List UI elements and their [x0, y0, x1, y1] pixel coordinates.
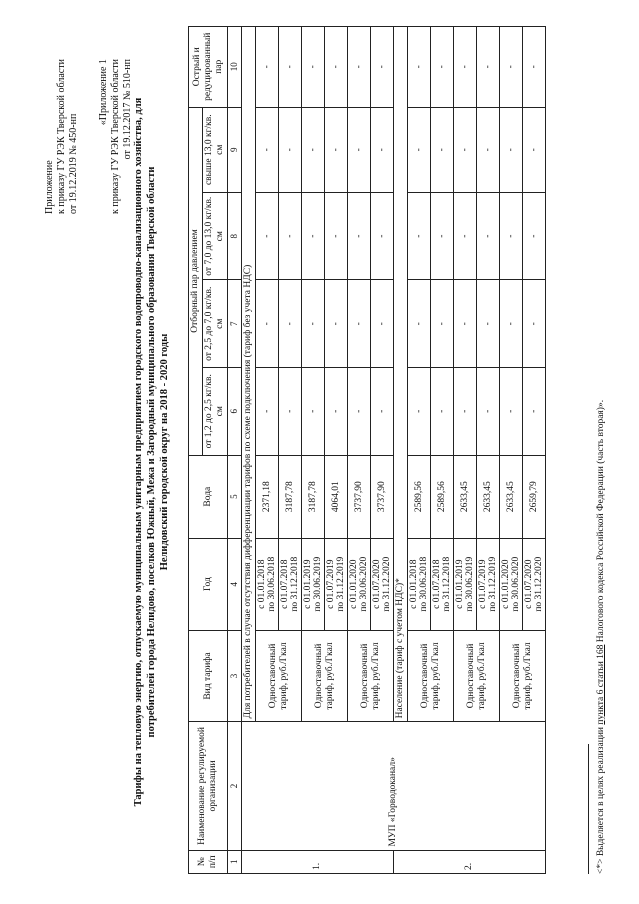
annex-line: к приказу ГУ РЭК Тверской области	[110, 59, 121, 214]
col-number: 1	[228, 850, 242, 873]
steam-value: -	[500, 367, 523, 455]
period-from: с 01.07.2019	[478, 559, 488, 609]
steam-value: -	[371, 107, 394, 192]
water-value: 2589,56	[408, 455, 431, 538]
steam-value: -	[477, 107, 500, 192]
period-from: с 01.07.2020	[372, 559, 382, 609]
title-line: Нелидовский городской округ на 2018 - 2020 годы	[159, 333, 170, 571]
annex-header	[98, 59, 134, 214]
steam-value: -	[325, 192, 348, 280]
period-from: с 01.01.2020	[501, 559, 511, 609]
steam-value: -	[371, 27, 394, 108]
steam-value: -	[325, 27, 348, 108]
organization-name: МУП «Горводоканал»	[242, 722, 546, 850]
steam-value: -	[408, 27, 431, 108]
steam-value: -	[408, 192, 431, 280]
period-to: по 31.12.2018	[290, 556, 300, 612]
steam-value: -	[371, 367, 394, 455]
period-from: с 01.07.2018	[280, 559, 290, 609]
footnote-law-reference: пункта 6 статьи 168	[596, 644, 606, 725]
footnote-text: Налогового кодекса Российской Федерации (часть вторая)».	[596, 399, 606, 645]
appendix-line: от 19.12.2019 № 450-нп	[68, 113, 79, 214]
col-number: 10	[228, 27, 242, 108]
water-value: 2633,45	[454, 455, 477, 538]
tariff-kind: Одноставочный тариф, руб./Гкал	[500, 630, 546, 722]
footnote-rule	[588, 744, 589, 874]
steam-value: -	[371, 280, 394, 368]
steam-value: -	[279, 280, 302, 368]
water-value: 3737,90	[371, 455, 394, 538]
col-water-header: Вода	[189, 455, 228, 538]
steam-value: -	[408, 367, 431, 455]
steam-value: -	[348, 367, 371, 455]
steam-value: -	[431, 107, 454, 192]
steam-value: -	[454, 27, 477, 108]
tariff-kind: Одноставочный тариф, руб./Гкал	[408, 630, 454, 722]
steam-value: -	[454, 107, 477, 192]
period-cell	[408, 538, 431, 630]
section-row	[242, 27, 256, 874]
period-cell	[523, 538, 546, 630]
period-cell	[256, 538, 279, 630]
steam-value: -	[325, 367, 348, 455]
steam-value: -	[302, 107, 325, 192]
period-cell	[500, 538, 523, 630]
steam-value: -	[500, 107, 523, 192]
col-kind-header: Вид тарифа	[189, 630, 228, 722]
annex-line: от 19.12.2017 № 510-нп	[122, 59, 133, 160]
water-value: 3187,78	[302, 455, 325, 538]
steam-value: -	[431, 280, 454, 368]
steam-value: -	[371, 192, 394, 280]
col-number: 4	[228, 538, 242, 630]
period-cell	[454, 538, 477, 630]
steam-value: -	[431, 367, 454, 455]
period-to: по 31.12.2019	[336, 556, 346, 612]
tariff-kind: Одноставочный тариф, руб./Гкал	[302, 630, 348, 722]
steam-value: -	[408, 280, 431, 368]
col-number: 2	[228, 722, 242, 850]
steam-value: -	[279, 192, 302, 280]
steam-value: -	[256, 107, 279, 192]
period-from: с 01.07.2019	[326, 559, 336, 609]
steam-value: -	[348, 107, 371, 192]
water-value: 2633,45	[477, 455, 500, 538]
col-num-header: № п/п	[189, 850, 228, 873]
period-to: по 31.12.2018	[442, 556, 452, 612]
period-cell	[302, 538, 325, 630]
col-p2-header: от 2,5 до 7,0 кг/кв. см	[203, 280, 228, 368]
steam-value: -	[302, 27, 325, 108]
water-value: 2659,79	[523, 455, 546, 538]
col-p4-header: свыше 13,0 кг/кв. см	[203, 107, 228, 192]
col-org-header: Наименование регулируемой организации	[189, 722, 228, 850]
steam-value: -	[302, 192, 325, 280]
steam-value: -	[477, 27, 500, 108]
table-body	[242, 27, 546, 874]
steam-value: -	[500, 192, 523, 280]
period-cell	[325, 538, 348, 630]
annex-line: «Приложение 1	[98, 59, 109, 126]
steam-value: -	[279, 107, 302, 192]
period-cell	[371, 538, 394, 630]
steam-value: -	[431, 27, 454, 108]
tariff-kind: Одноставочный тариф, руб./Гкал	[256, 630, 302, 722]
steam-value: -	[348, 192, 371, 280]
steam-value: -	[523, 367, 546, 455]
period-to: по 30.06.2019	[313, 556, 323, 612]
steam-value: -	[256, 192, 279, 280]
period-to: по 30.06.2018	[267, 556, 277, 612]
period-to: по 30.06.2020	[359, 556, 369, 612]
col-number: 9	[228, 107, 242, 192]
section-number: 1.	[242, 850, 394, 873]
period-from: с 01.01.2019	[303, 559, 313, 609]
table-head	[189, 27, 242, 874]
steam-value: -	[348, 280, 371, 368]
steam-value: -	[256, 367, 279, 455]
steam-value: -	[279, 367, 302, 455]
col-year-header: Год	[189, 538, 228, 630]
period-to: по 31.12.2019	[488, 556, 498, 612]
period-cell	[477, 538, 500, 630]
appendix-header	[44, 59, 80, 214]
col-number: 3	[228, 630, 242, 722]
steam-value: -	[256, 280, 279, 368]
tariff-kind: Одноставочный тариф, руб./Гкал	[454, 630, 500, 722]
period-from: с 01.07.2020	[524, 559, 534, 609]
steam-value: -	[500, 280, 523, 368]
period-to: по 30.06.2018	[419, 556, 429, 612]
tariff-kind: Одноставочный тариф, руб./Гкал	[348, 630, 394, 722]
steam-value: -	[279, 27, 302, 108]
period-to: по 30.06.2019	[465, 556, 475, 612]
document-title	[132, 30, 171, 874]
water-value: 3187,78	[279, 455, 302, 538]
steam-value: -	[523, 280, 546, 368]
steam-value: -	[523, 192, 546, 280]
steam-value: -	[523, 27, 546, 108]
steam-value: -	[348, 27, 371, 108]
col-sharp-header: Острый и редуцированный пар	[189, 27, 228, 108]
period-to: по 31.12.2020	[534, 556, 544, 612]
period-cell	[348, 538, 371, 630]
steam-value: -	[477, 192, 500, 280]
section-title: Население (тариф с учетом НДС)*	[394, 27, 408, 722]
steam-value: -	[302, 367, 325, 455]
section-title: Для потребителей в случае отсутствия дифференциации тарифов по схеме подключения (тариф без учета НДС)	[242, 27, 256, 722]
steam-value: -	[523, 107, 546, 192]
steam-value: -	[256, 27, 279, 108]
col-number: 8	[228, 192, 242, 280]
col-number: 7	[228, 280, 242, 368]
col-steam-group-header: Отборный пар давлением	[189, 107, 203, 455]
steam-value: -	[454, 280, 477, 368]
steam-value: -	[477, 367, 500, 455]
period-cell	[279, 538, 302, 630]
appendix-line: Приложение	[44, 160, 55, 214]
col-p1-header: от 1,2 до 2,5 кг/кв. см	[203, 367, 228, 455]
steam-value: -	[454, 367, 477, 455]
footnote	[596, 400, 606, 874]
steam-value: -	[431, 192, 454, 280]
period-from: с 01.01.2020	[349, 559, 359, 609]
steam-value: -	[408, 107, 431, 192]
steam-value: -	[500, 27, 523, 108]
section-number: 2.	[394, 850, 546, 873]
steam-value: -	[325, 107, 348, 192]
water-value: 2589,56	[431, 455, 454, 538]
period-cell	[431, 538, 454, 630]
water-value: 4064,01	[325, 455, 348, 538]
steam-value: -	[454, 192, 477, 280]
water-value: 2633,45	[500, 455, 523, 538]
period-from: с 01.01.2018	[257, 559, 267, 609]
steam-value: -	[302, 280, 325, 368]
tariff-table	[188, 26, 546, 874]
period-from: с 01.01.2018	[409, 559, 419, 609]
col-p3-header: от 7,0 до 13,0 кг/кв. см	[203, 192, 228, 280]
period-from: с 01.07.2018	[432, 559, 442, 609]
period-from: с 01.01.2019	[455, 559, 465, 609]
title-line: потребителей города Нелидово, поселков Южный, Межа и Загородный муниципального образования Тверской области	[146, 166, 157, 738]
appendix-line: к приказу ГУ РЭК Тверской области	[56, 59, 67, 214]
period-to: по 31.12.2020	[382, 556, 392, 612]
steam-value: -	[477, 280, 500, 368]
col-number: 6	[228, 367, 242, 455]
footnote-text: <*> Выделяется в целях реализации	[596, 724, 606, 874]
period-to: по 30.06.2020	[511, 556, 521, 612]
water-value: 2371,18	[256, 455, 279, 538]
water-value: 3737,90	[348, 455, 371, 538]
col-number: 5	[228, 455, 242, 538]
steam-value: -	[325, 280, 348, 368]
title-line: Тарифы на тепловую энергию, отпускаемую муниципальным унитарным предприятием городского водопроводно-канализационного хозяйства, для	[133, 97, 144, 807]
